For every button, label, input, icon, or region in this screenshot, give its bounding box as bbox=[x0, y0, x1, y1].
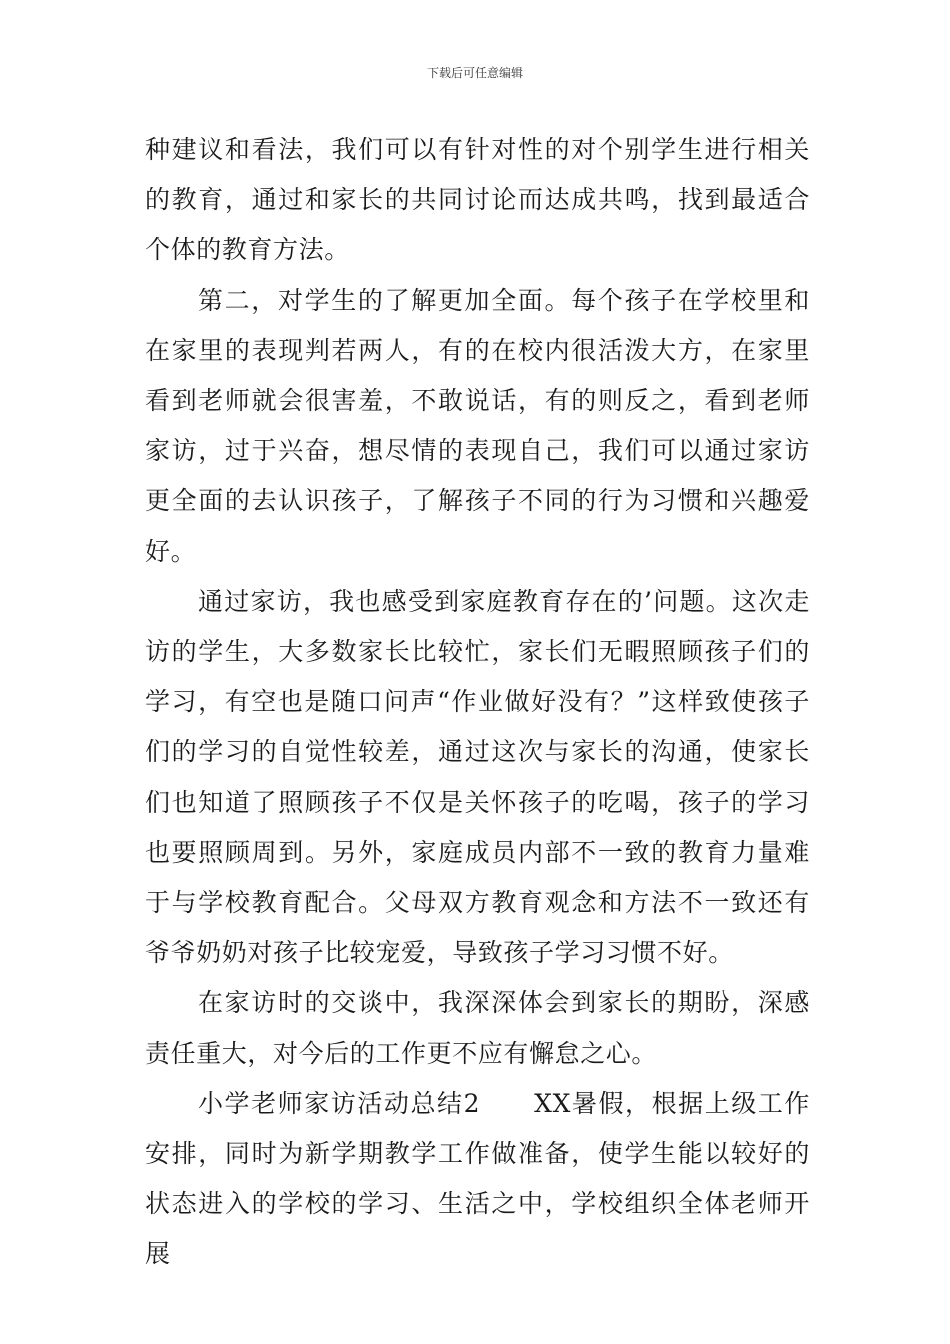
paragraph-continuation: 种建议和看法，我们可以有针对性的对个别学生进行相关的教育，通过和家长的共同讨论而达成共鸣，找到最适合个体的教育方法。 bbox=[145, 135, 810, 265]
document-body bbox=[145, 125, 810, 1280]
page-header-note: 下载后可任意编辑 bbox=[426, 66, 523, 80]
paragraph-family-education-issues: 通过家访，我也感受到家庭教育存在的’问题。这次走访的学生，大多数家长比较忙，家长们无暇照顾孩子们的学习，有空也是随口问声“作业做好没有？”这样致使孩子们的学习的自觉性较差，通过这次与家长的沟通，使家长们也知道了照顾孩子不仅是关怀孩子的吃喝，孩子的学习也要照顾周到。另外，家庭成员内部不一致的教育力量难于与学校教育配合。父母双方教育观念和方法不一致还有爷爷奶奶对孩子比较宠爱，导致孩子学习习惯不好。 bbox=[145, 586, 810, 968]
paragraph-responsibility: 在家访时的交谈中，我深深体会到家长的期盼，深感责任重大，对今后的工作更不应有懈怠之心。 bbox=[145, 988, 810, 1068]
paragraph-summary-two: 小学老师家访活动总结2 XX暑假，根据上级工作安排，同时为新学期教学工作做准备，使学生能以较好的状态进入的学校的学习、生活之中，学校组织全体老师开展 bbox=[145, 1088, 810, 1269]
paragraph-second-point: 第二，对学生的了解更加全面。每个孩子在学校里和在家里的表现判若两人，有的在校内很活泼大方，在家里看到老师就会很害羞，不敢说话，有的则反之，看到老师家访，过于兴奋，想尽情的表现自己，我们可以通过家访更全面的去认识孩子，了解孩子不同的行为习惯和兴趣爱好。 bbox=[145, 285, 810, 566]
